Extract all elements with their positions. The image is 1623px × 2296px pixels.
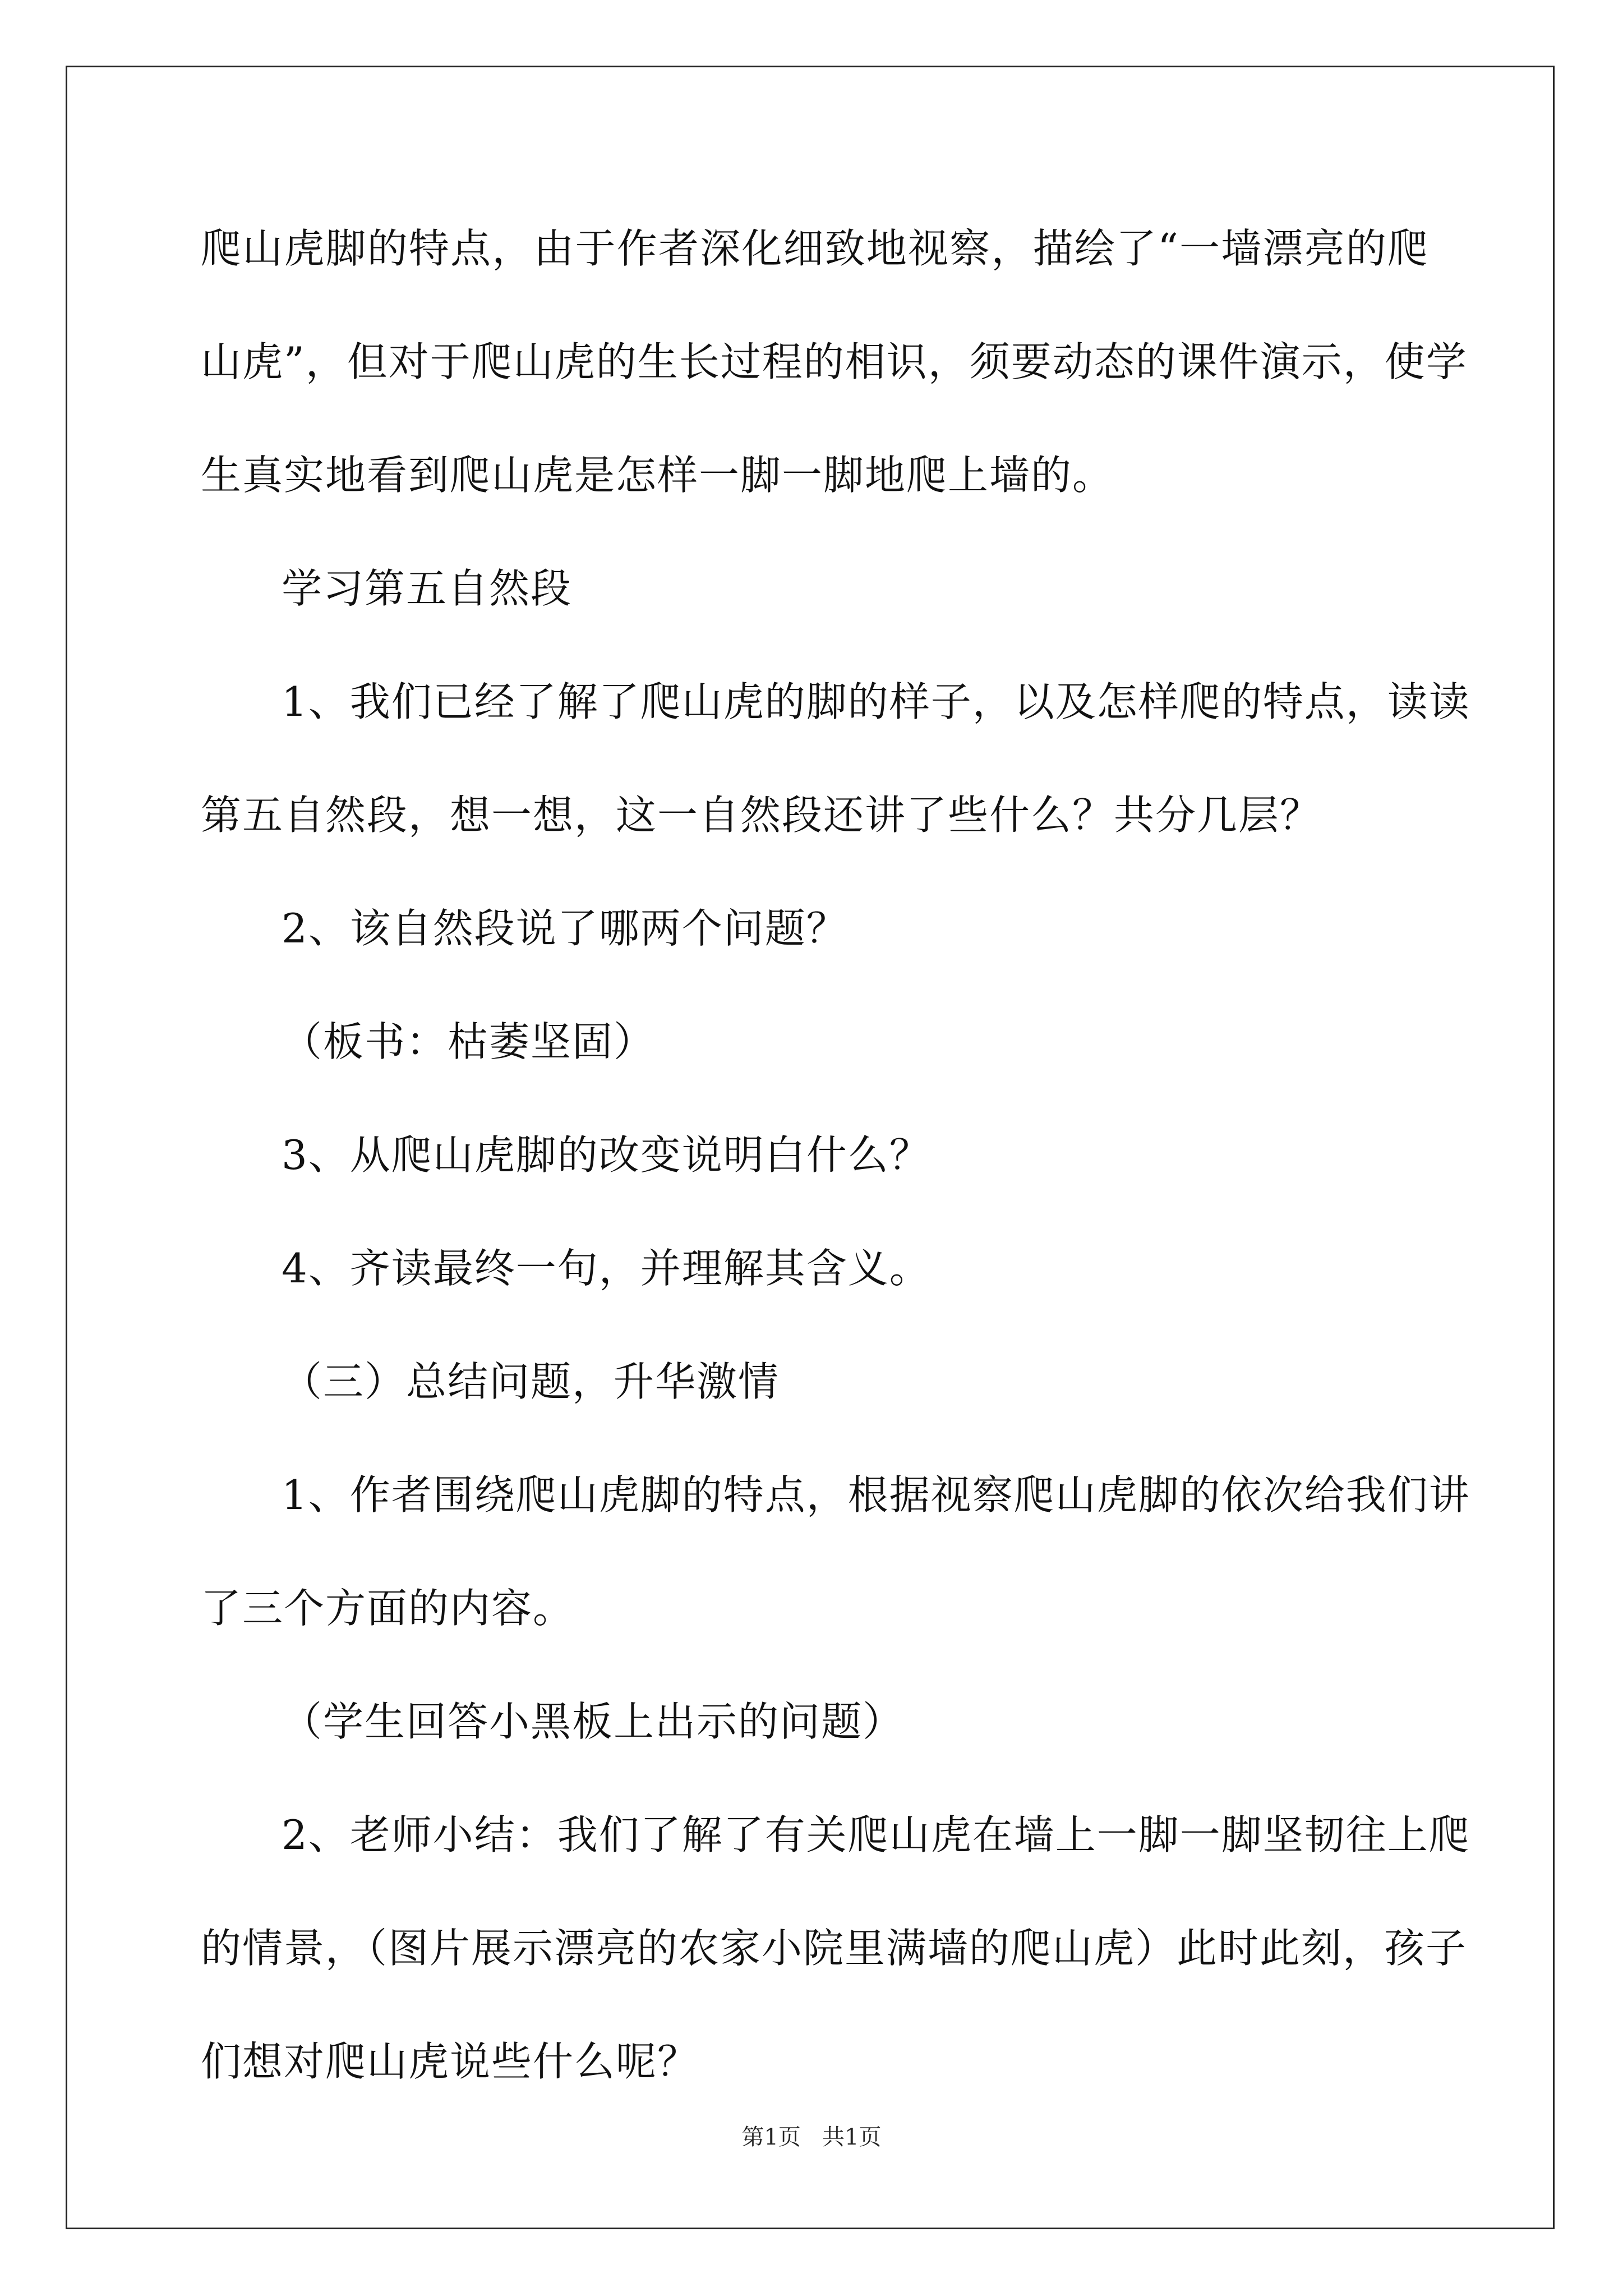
text-line: 1、我们已经了解了爬山虎的脚的样子，以及怎样爬的特点，读读	[282, 678, 1470, 725]
text-line: 们想对爬山虎说些什么呢？	[201, 2038, 699, 2085]
text-line: 4、齐读最终一句，并理解其含义。	[282, 1245, 931, 1292]
text-line: 第五自然段，想一想，这一自然段还讲了些什么？共分几层？	[201, 792, 1322, 839]
text-line: 3、从爬山虎脚的改变说明白什么？	[282, 1131, 931, 1179]
text-line: 1、作者围绕爬山虎脚的特点，根据视察爬山虎脚的依次给我们讲	[282, 1471, 1470, 1519]
section-heading: 学习第五自然段	[282, 565, 573, 612]
text-line: （板书：枯萎坚固）	[282, 1018, 656, 1065]
text-line: 爬山虎脚的特点，由于作者深化细致地视察，描绘了“一墙漂亮的爬	[201, 225, 1429, 272]
text-line: 生真实地看到爬山虎是怎样一脚一脚地爬上墙的。	[201, 452, 1114, 499]
text-line: 了三个方面的内容。	[201, 1585, 575, 1632]
text-line: 的情景，（图片展示漂亮的农家小院里满墙的爬山虎）此时此刻，孩子	[201, 1925, 1468, 1972]
text-line: 2、老师小结：我们了解了有关爬山虎在墙上一脚一脚坚韧往上爬	[282, 1811, 1470, 1858]
section-heading: （三）总结问题，升华激情	[282, 1358, 780, 1405]
text-line: （学生回答小黑板上出示的问题）	[282, 1698, 905, 1745]
text-line: 山虎”，但对于爬山虎的生长过程的相识，须要动态的课件演示，使学	[201, 338, 1468, 385]
page-number-footer: 第1页 共1页	[741, 2124, 882, 2150]
document-body	[201, 206, 1470, 2133]
text-line: 2、该自然段说了哪两个问题？	[282, 905, 848, 952]
